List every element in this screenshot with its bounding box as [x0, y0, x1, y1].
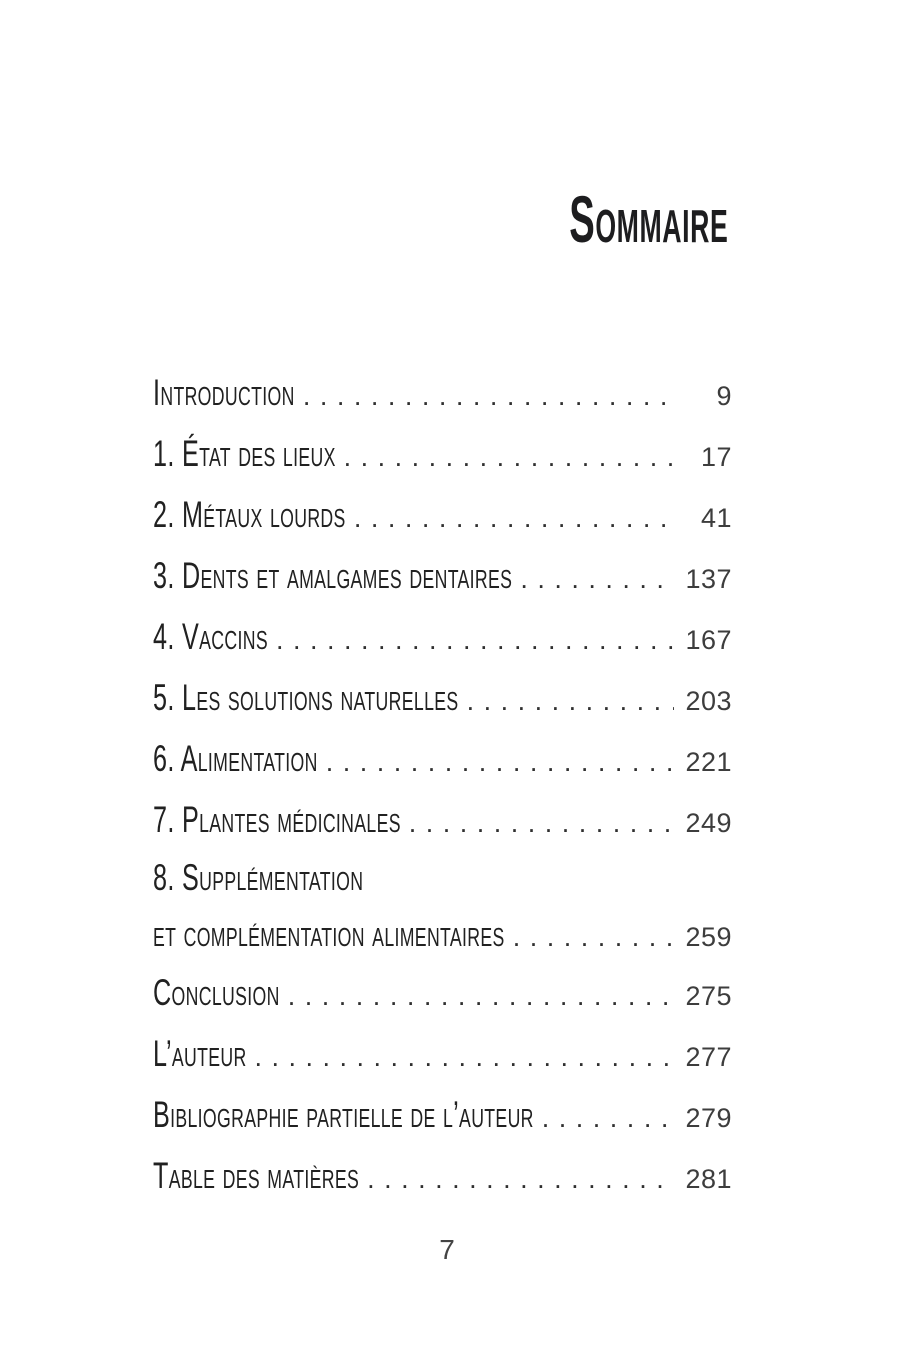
toc-entry-label: 1. État des lieux — [153, 433, 336, 474]
dot-leader — [409, 793, 674, 854]
dot-leader — [367, 1149, 674, 1210]
toc-entry-page: 281 — [685, 1164, 732, 1194]
toc-entry-page: 17 — [700, 442, 732, 472]
dot-leader — [513, 909, 674, 965]
dot-leader — [542, 1088, 674, 1149]
toc-entry-introduction — [153, 362, 732, 423]
dot-leader — [344, 427, 674, 488]
toc-entry-page: 249 — [685, 808, 732, 838]
toc-entry-conclusion — [153, 962, 732, 1023]
toc-entry-detailed-contents — [153, 1145, 732, 1206]
toc-entry-chapter-4 — [153, 606, 732, 667]
toc-entry-chapter-3 — [153, 545, 732, 606]
toc-entry-page: 275 — [685, 981, 732, 1011]
dot-leader — [288, 966, 674, 1027]
dot-leader — [326, 732, 674, 793]
dot-leader — [354, 488, 674, 549]
toc-entry-label: 5. Les solutions naturelles — [153, 677, 459, 718]
toc-entry-label: Table des matières — [153, 1155, 360, 1196]
toc-entry-page: 41 — [700, 503, 732, 533]
toc-entry-author — [153, 1023, 732, 1084]
toc-entry-line-2 — [153, 906, 732, 962]
toc-entry-label: 7. Plantes médicinales — [153, 799, 401, 840]
toc-entry-page: 167 — [685, 625, 732, 655]
page-title: Sommaire — [568, 182, 728, 256]
dot-leader — [276, 610, 674, 671]
toc-entry-chapter-2 — [153, 484, 732, 545]
toc-entry-label: 8. Supplémentation — [153, 857, 364, 898]
toc-entry-page: 259 — [685, 922, 732, 952]
folio-page-number: 7 — [439, 1234, 455, 1265]
toc-entry-chapter-6 — [153, 728, 732, 789]
toc-entry-label: 6. Alimentation — [153, 738, 318, 779]
toc-entry-page: 9 — [716, 381, 732, 411]
toc-entry-label: 3. Dents et amalgames dentaires — [153, 555, 513, 596]
table-of-contents — [0, 362, 920, 1206]
page-title-wrap — [0, 0, 920, 256]
toc-entry-chapter-8 — [153, 850, 732, 962]
toc-entry-label: Conclusion — [153, 972, 280, 1013]
toc-entry-page: 277 — [685, 1042, 732, 1072]
toc-entry-label: Introduction — [153, 372, 295, 413]
toc-entry-label-continued: et complémentation alimentaires — [153, 913, 505, 954]
toc-entry-label: 4. Vaccins — [153, 616, 268, 657]
dot-leader — [467, 671, 674, 732]
toc-entry-page: 279 — [685, 1103, 732, 1133]
toc-entry-label: L’auteur — [153, 1033, 247, 1074]
toc-entry-page: 137 — [685, 564, 732, 594]
toc-entry-chapter-7 — [153, 789, 732, 850]
dot-leader — [255, 1027, 675, 1088]
toc-entry-chapter-1 — [153, 423, 732, 484]
toc-entry-bibliography — [153, 1084, 732, 1145]
toc-entry-label: Bibliographie partielle de l’auteur — [153, 1094, 534, 1135]
toc-entry-line-1 — [153, 850, 732, 906]
toc-entry-label: 2. Métaux lourds — [153, 494, 346, 535]
dot-leader — [303, 366, 674, 427]
toc-entry-page: 221 — [685, 747, 732, 777]
dot-leader — [520, 549, 674, 610]
toc-entry-page: 203 — [685, 686, 732, 716]
toc-entry-chapter-5 — [153, 667, 732, 728]
